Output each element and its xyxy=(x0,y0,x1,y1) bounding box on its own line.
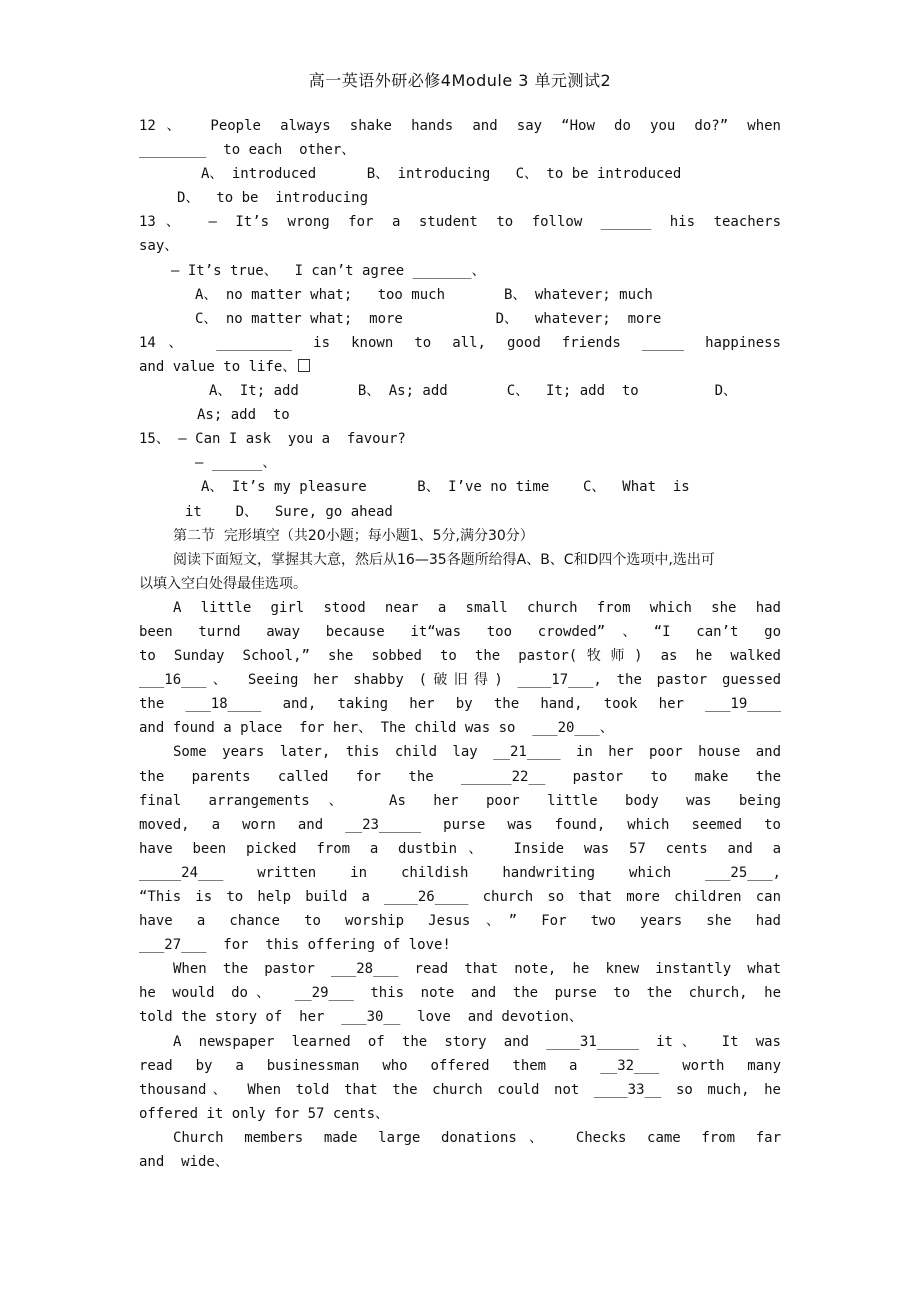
question-13-reply: — It’s true、 I can’t agree _______、 xyxy=(171,262,486,279)
passage-line: A newspaper learned of the story and ____31_____ it、 It was xyxy=(173,1033,781,1050)
section-instructions: 阅读下面短文，掌握其大意，然后从16—35各题所给得A、B、C和D四个选项中,选出可 xyxy=(173,551,715,568)
passage-line: and found a place for her、 The child was so ___20___、 xyxy=(139,720,614,737)
passage-line: moved, a worn and __23_____ purse was found, which seemed to xyxy=(139,816,781,833)
section-heading: 第二节 完形填空（共20小题；每小题1、5分,满分30分） xyxy=(173,527,534,544)
passage-line: ___27___ for this offering of love! xyxy=(139,937,451,954)
passage-line: the ___18____ and, taking her by the hand, took her ___19____ xyxy=(139,696,781,713)
question-15-reply: — ______、 xyxy=(195,455,277,472)
question-15-stem: 15、 — Can I ask you a favour? xyxy=(139,431,406,448)
page-title: 高一英语外研必修4Module 3 单元测试2 xyxy=(308,71,612,90)
passage-line: have a chance to worship Jesus、” For two years she had xyxy=(139,913,781,930)
passage-line: When the pastor ___28___ read that note, he knew instantly what xyxy=(173,961,781,978)
passage-line: been turnd away because it“was too crowded”、“I can’t go xyxy=(139,623,781,640)
passage-line: _____24___ written in childish handwriting which ___25___, xyxy=(139,864,781,881)
passage-line: thousand、 When told that the church could not ____33__ so much, he xyxy=(139,1081,781,1098)
question-14-stem-cont: and value to life、 xyxy=(139,355,781,379)
passage-line: final arrangements、 As her poor little body was being xyxy=(139,792,781,809)
passage-line: Some years later, this child lay __21____ in her poor house and xyxy=(173,744,781,761)
passage-line: “This is to help build a ____26____ church so that more children can xyxy=(139,889,781,905)
question-14-option-d: As; add to xyxy=(197,407,290,424)
question-15-options: A、 It’s my pleasure B、 I’ve no time C、 What is xyxy=(201,479,690,496)
passage-line: ___16___、 Seeing her shabby (破旧得) ____17___, the pastor guessed xyxy=(139,672,781,689)
question-12-options: A、 introduced B、 introducing C、 to be introduced xyxy=(201,166,682,183)
passage-line: Church members made large donations、 Checks came from far xyxy=(173,1129,781,1146)
passage-line: read by a businessman who offered them a __32___ worth many xyxy=(139,1057,781,1074)
section-instructions-cont: 以填入空白处得最佳选项。 xyxy=(139,575,307,592)
question-14-options: A、 It; add B、 As; add C、 It; add to D、 xyxy=(209,383,738,400)
passage-line: to Sunday School,” she sobbed to the pastor(牧师) as he walked xyxy=(139,648,781,665)
question-14-stem: 14、 _________ is known to all, good friends _____ happiness xyxy=(139,334,781,351)
passage-line: and wide、 xyxy=(139,1154,229,1171)
passage-line: he would do、 __29___ this note and the purse to the church, he xyxy=(139,985,781,1002)
passage-line: have been picked from a dustbin、 Inside was 57 cents and a xyxy=(139,840,781,857)
document-body xyxy=(139,114,781,1174)
question-12-option-d: D、 to be introducing xyxy=(177,190,369,207)
placeholder-box-icon xyxy=(298,359,310,372)
question-12-stem-cont: ________ to each other、 xyxy=(139,142,356,159)
passage-line: A little girl stood near a small church from which she had xyxy=(173,599,781,616)
question-13-stem: 13、 — It’s wrong for a student to follow ______ his teachers xyxy=(139,214,781,231)
question-15-options-cont: it D、 Sure, go ahead xyxy=(185,503,393,520)
question-12-stem: 12、 People always shake hands and say “How do you do?” when xyxy=(139,118,781,134)
passage-line: offered it only for 57 cents、 xyxy=(139,1105,390,1122)
question-13-stem-cont: say、 xyxy=(139,238,179,255)
passage-line: the parents called for the ______22__ pastor to make the xyxy=(139,768,781,785)
passage-line: told the story of her ___30__ love and devotion、 xyxy=(139,1009,583,1026)
question-13-options-ab: A、 no matter what; too much B、 whatever; much xyxy=(195,286,653,303)
question-13-options-cd: C、 no matter what; more D、 whatever; more xyxy=(195,310,662,327)
